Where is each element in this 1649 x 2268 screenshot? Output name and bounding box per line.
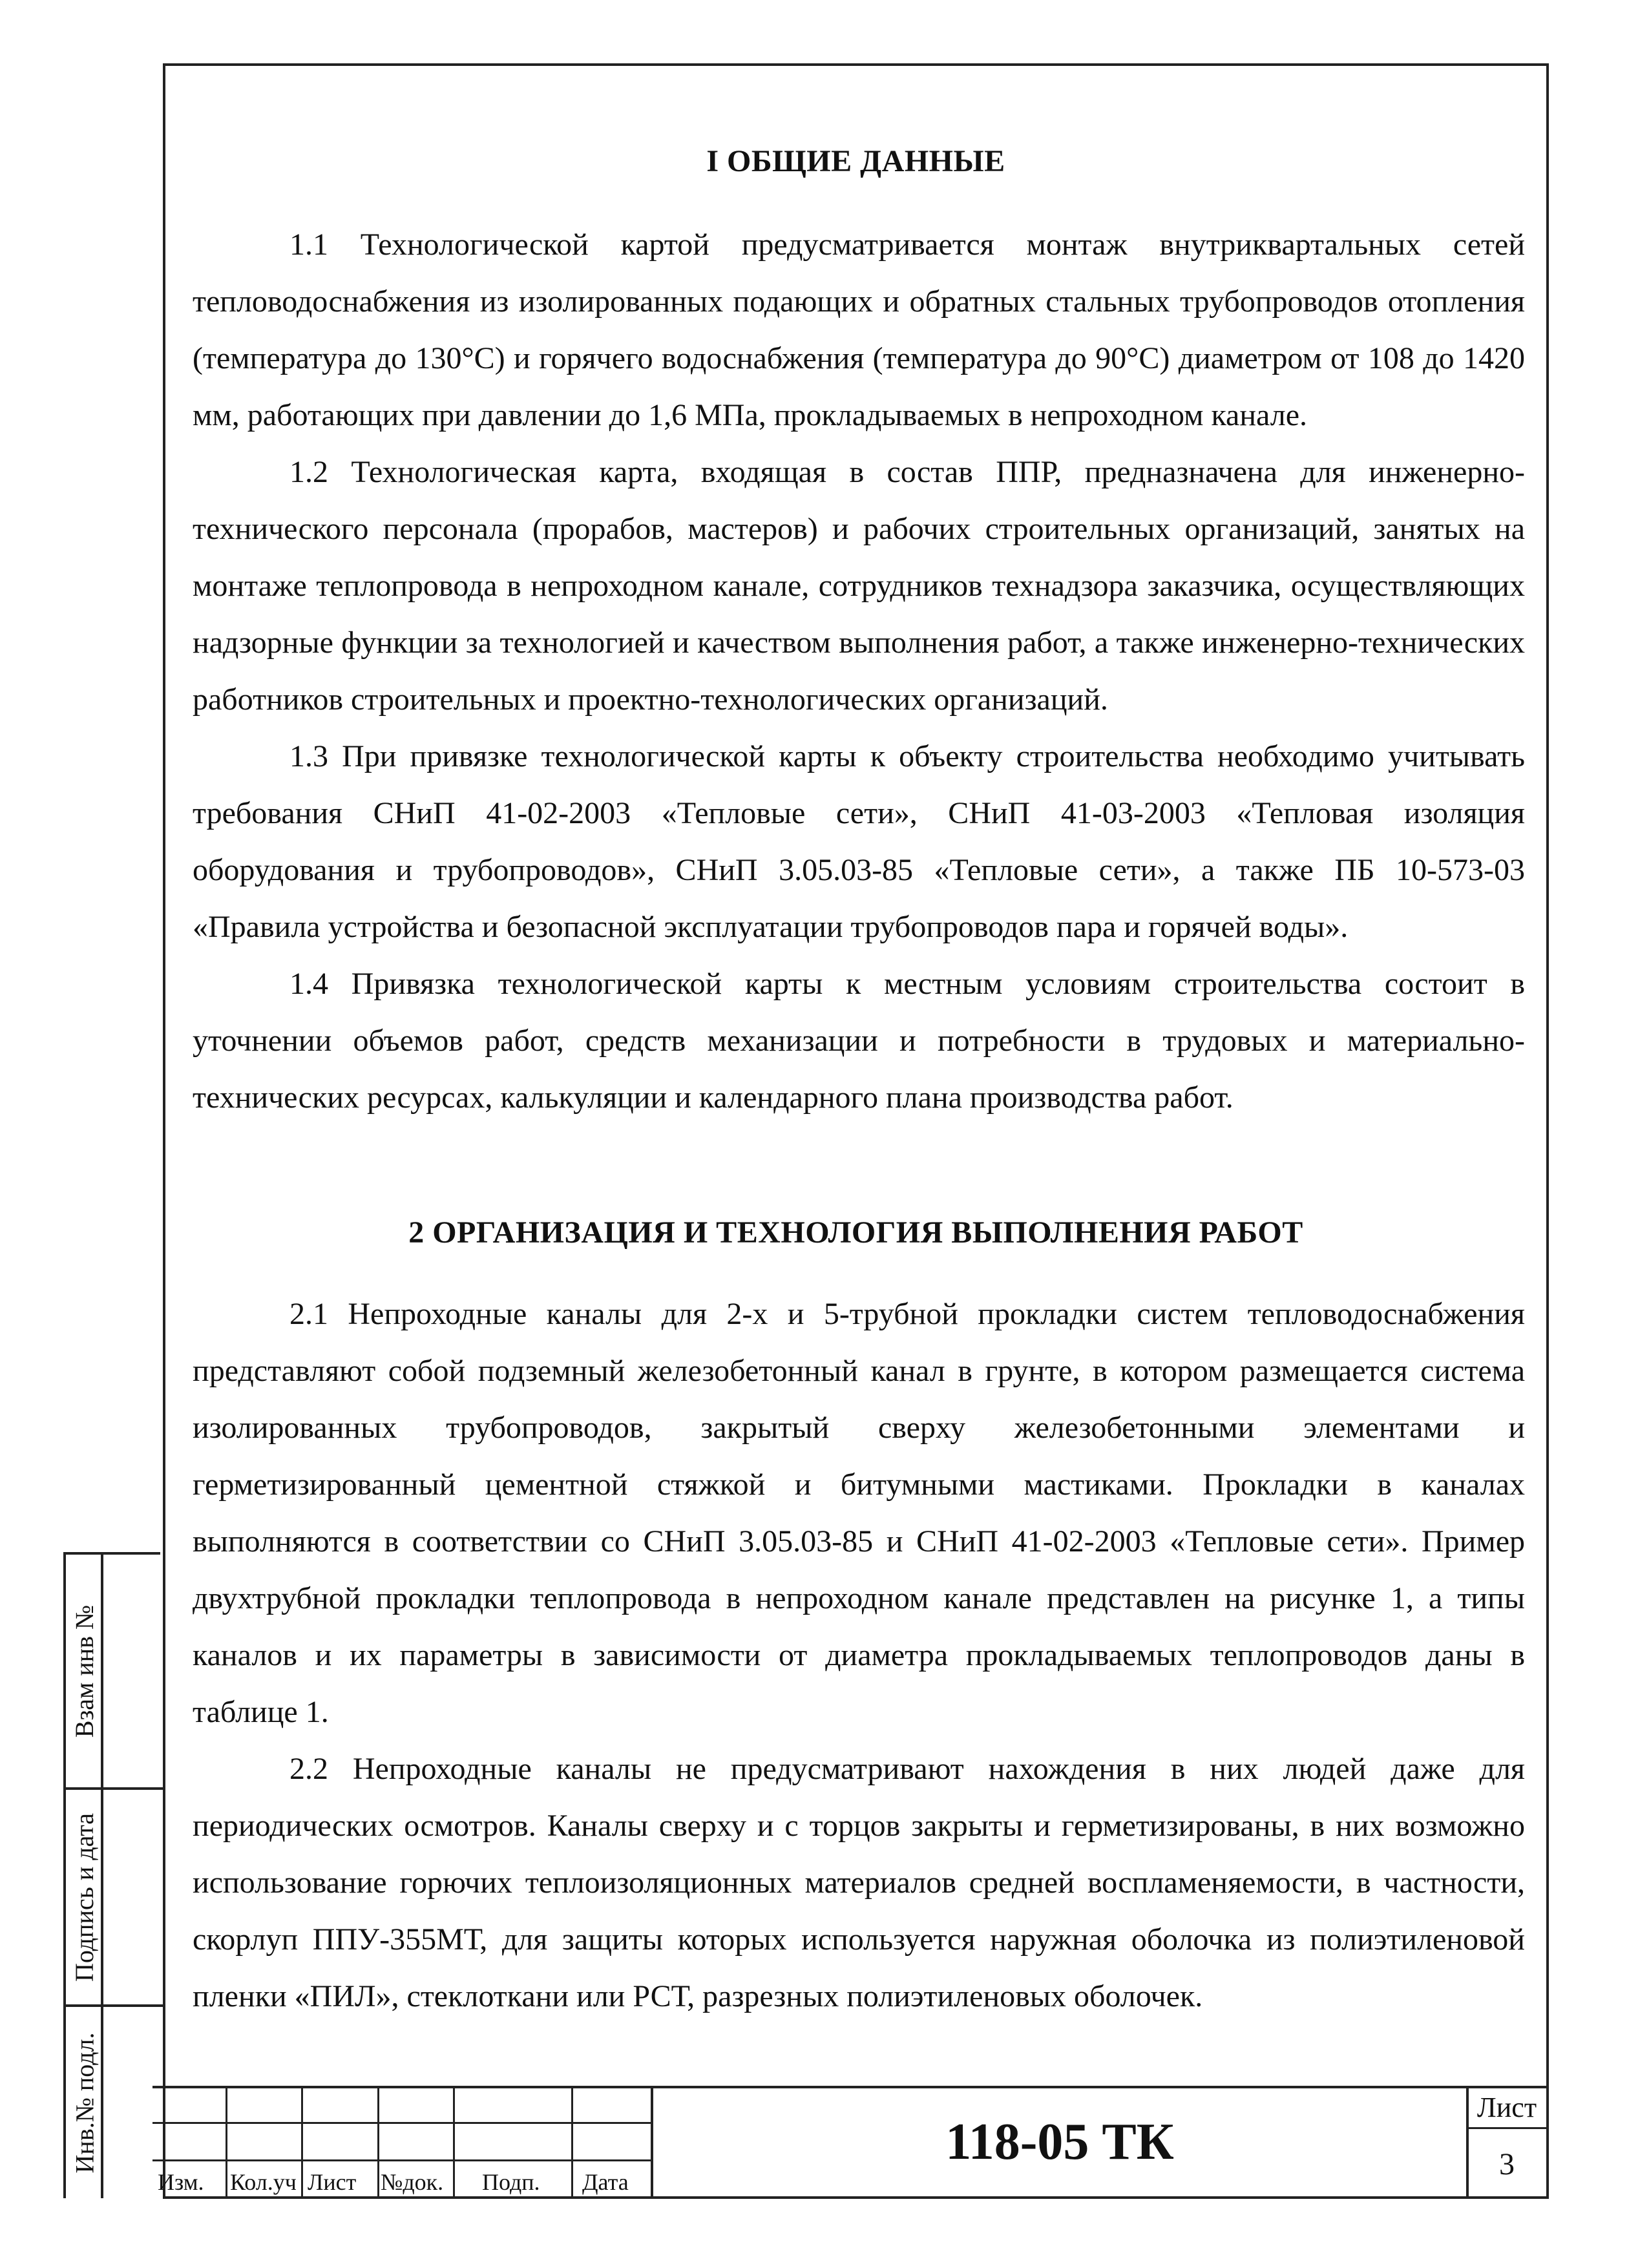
section-1-heading: I ОБЩИЕ ДАННЫЕ (706, 144, 1005, 178)
stamp-col-kolvo: Кол.уч (230, 2169, 297, 2195)
paragraph-1-2: 1.2 Технологическая карта, входящая в состав ППР, предназначена для инженерно-технического персонала (прорабов, мастеров) и рабочих строительных организаций, занятых на монтаже теплопровода в непроходном канале, сотрудников технадзора заказчика, осуществляющих надзорные функции за технологией и качеством выполнения работ, а также инженерно-технических работников строительных и проектно-технологических организаций. (193, 455, 1525, 717)
stamp-line-row2 (152, 2122, 653, 2124)
section-1-body (193, 216, 1525, 1126)
paragraph-2-1: 2.1 Непроходные каналы для 2-х и 5-трубной прокладки систем тепловодоснабжения представляют собой подземный железобетонный канал в грунте, в котором размещается система изолированных трубопроводов, закрытый сверху железобетонными элементами и герметизированный цементной стяжкой и битумными мастиками. Прокладки в каналах выполняются в соответствии со СНиП 3.05.03-85 и СНиП 41-02-2003 «Тепловые сети». Пример двухтрубной прокладки теплопровода в непроходном канале представлен на рисунке 1, а типы каналов и их параметры в зависимости от диаметра прокладываемых теплопроводов даны в таблице 1. (193, 1297, 1525, 1729)
side-label-vzam: Взам инв № (70, 1604, 100, 1738)
paragraph-1-3: 1.3 При привязке технологической карты к объекту строительства необходимо учитывать требования СНиП 41-02-2003 «Тепловые сети», СНиП 41-03-2003 «Тепловая изоляция оборудования и трубопроводов», СНиП 3.05.03-85 «Тепловые сети», а также ПБ 10-573-03 «Правила устройства и безопасной эксплуатации трубопроводов пара и горячей воды». (193, 739, 1525, 944)
stamp-vline-4 (453, 2086, 455, 2199)
side-stamp (63, 1552, 160, 2198)
stamp-line-top (152, 2086, 1549, 2088)
side-label-podpis: Подпись и дата (70, 1812, 100, 1982)
section-2-body (193, 1286, 1525, 2025)
stamp-col-list: Лист (308, 2169, 357, 2195)
stamp-vline-3 (377, 2086, 379, 2199)
stamp-line-sheet (1468, 2127, 1549, 2129)
stamp-col-podp: Подп. (482, 2169, 540, 2195)
paragraph-2-2: 2.2 Непроходные каналы не предусматривают нахождения в них людей даже для периодических осмотров. Каналы сверху и с торцов закрыты и герметизированы, в них возможно использование горючих теплоизоляционных материалов средней воспламеняемости, в частности, скорлуп ППУ-355МТ, для защиты которых используется наружная оболочка из полиэтиленовой пленки «ПИЛ», стеклоткани или РСТ, разрезных полиэтиленовых оболочек. (193, 1752, 1525, 2013)
stamp-vline-2 (301, 2086, 303, 2199)
paragraph-1-1: 1.1 Технологической картой предусматривается монтаж внутриквартальных сетей тепловодоснабжения из изолированных подающих и обратных стальных трубопроводов отопления (температура до 130°С) и горячего водоснабжения (температура до 90°С) диаметром от 108 до 1420 мм, работающих при давлении до 1,6 МПа, прокладываемых в непроходном канале. (193, 227, 1525, 432)
sheet-number: 3 (1499, 2147, 1515, 2181)
paragraph-1-4: 1.4 Привязка технологической карты к местным условиям строительства состоит в уточнении объемов работ, средств механизации и потребности в трудовых и материально-технических ресурсах, калькуляции и календарного плана производства работ. (193, 967, 1525, 1115)
stamp-vline-1 (226, 2086, 227, 2199)
stamp-line-row3 (152, 2159, 653, 2161)
sheet-label: Лист (1476, 2092, 1537, 2123)
section-2-heading: 2 ОРГАНИЗАЦИЯ И ТЕХНОЛОГИЯ ВЫПОЛНЕНИЯ РАБОТ (408, 1215, 1303, 1250)
stamp-col-data: Дата (582, 2169, 629, 2195)
document-code: 118-05 ТК (945, 2113, 1174, 2170)
stamp-vline-5 (571, 2086, 573, 2199)
stamp-col-izm: Изм. (158, 2169, 204, 2195)
side-label-inv: Инв.№ подл. (70, 2032, 100, 2173)
stamp-col-ndok: №док. (381, 2169, 444, 2195)
